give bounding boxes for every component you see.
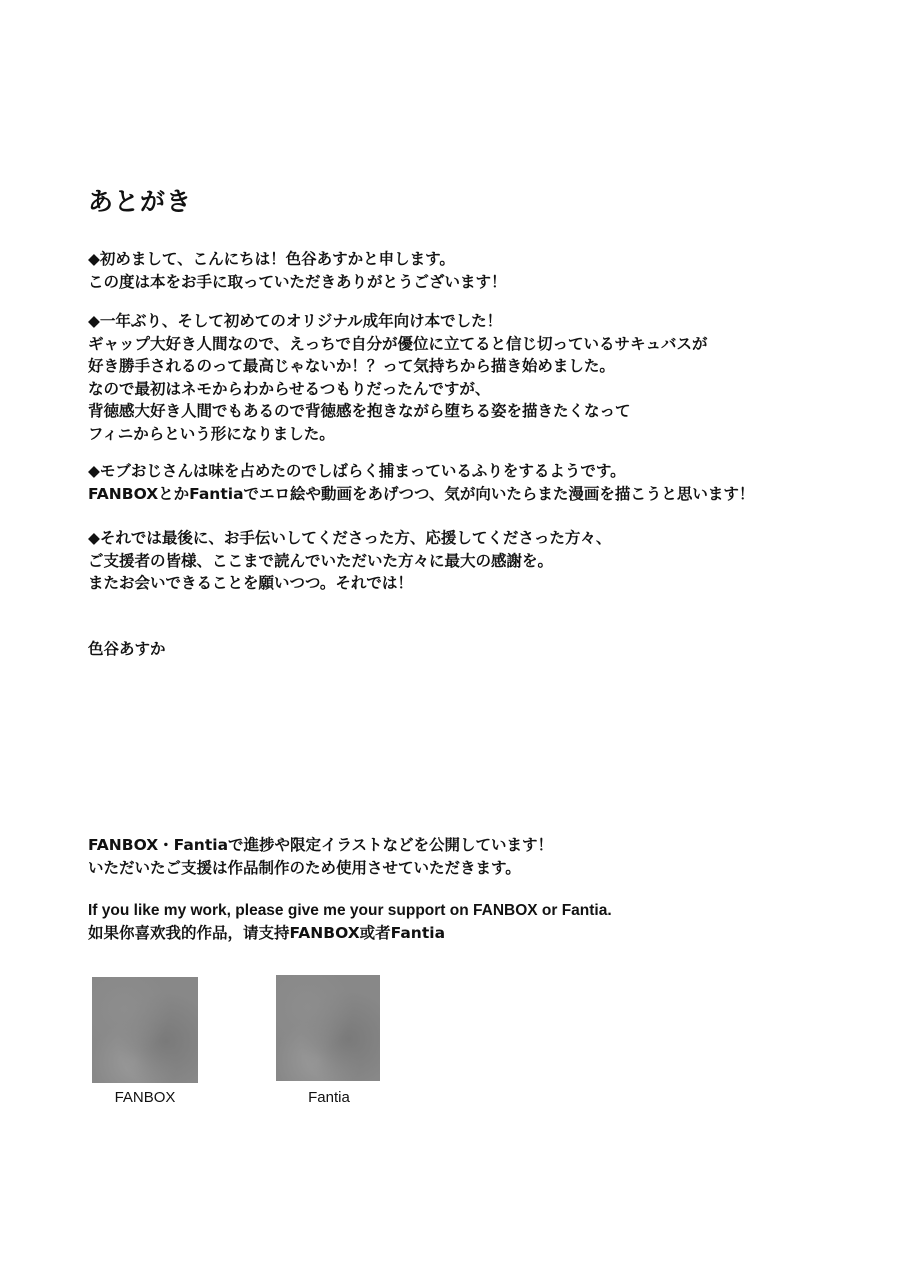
text-line: 好き勝手されるのって最高じゃないか！？って気持ちから描き始めました。 bbox=[88, 357, 615, 375]
text-line: If you like my work, please give me your support on FANBOX or Fantia. bbox=[88, 902, 612, 919]
text-line: ご支援者の皆様、ここまで読んでいただいた方々に最大の感謝を。 bbox=[88, 551, 554, 570]
text-line: この度は本をお手に取っていただきありがとうございます！ bbox=[88, 272, 507, 291]
text-line: 如果你喜欢我的作品，请支持FANBOX或者Fantia bbox=[88, 924, 446, 942]
promo-english bbox=[88, 900, 612, 923]
text-line: ギャップ大好き人間なので、えっちで自分が優位に立てると信じ切っているサキュバスが bbox=[88, 334, 708, 353]
fanbox-label: FANBOX bbox=[114, 1089, 176, 1106]
paragraph-greeting bbox=[88, 248, 507, 293]
text-line: またお会いできることを願いつつ。それでは！ bbox=[88, 574, 413, 592]
text-line: いただいたご支援は作品制作のため使用させていただきます。 bbox=[88, 858, 521, 877]
text-line: FANBOXとかFantiaでエロ絵や動画をあげつつ、気が向いたらまた漫画を描こうと思います！ bbox=[88, 484, 755, 503]
text-line: なので最初はネモからわからせるつもりだったんですが、 bbox=[88, 379, 491, 398]
fantia-label: Fantia bbox=[308, 1089, 350, 1106]
fanbox-qr-code[interactable] bbox=[92, 977, 198, 1083]
author-signature: 色谷あすか bbox=[88, 640, 166, 658]
text-line: ◆それでは最後に、お手伝いしてくださった方、応援してくださった方々、 bbox=[88, 529, 612, 547]
text-line: ◆一年ぶり、そして初めてのオリジナル成年向け本でした！ bbox=[88, 312, 503, 330]
text-line: 背徳感大好き人間でもあるので背徳感を抱きながら堕ちる姿を描きたくなって bbox=[88, 402, 631, 420]
paragraph-plans bbox=[88, 460, 754, 505]
fantia-qr-code[interactable] bbox=[276, 975, 380, 1081]
promo-chinese bbox=[88, 922, 445, 945]
promo-japanese bbox=[88, 834, 553, 879]
paragraph-story bbox=[88, 310, 708, 445]
text-line: ◆モブおじさんは味を占めたのでしばらく捕まっているふりをするようです。 bbox=[88, 462, 626, 480]
page-title: あとがき bbox=[88, 187, 193, 216]
text-line: ◆初めまして、こんにちは！色谷あすかと申します。 bbox=[88, 250, 455, 268]
text-line: フィニからという形になりました。 bbox=[88, 424, 335, 443]
text-line: FANBOX・Fantiaで進捗や限定イラストなどを公開しています！ bbox=[88, 836, 554, 854]
paragraph-thanks bbox=[88, 527, 611, 595]
